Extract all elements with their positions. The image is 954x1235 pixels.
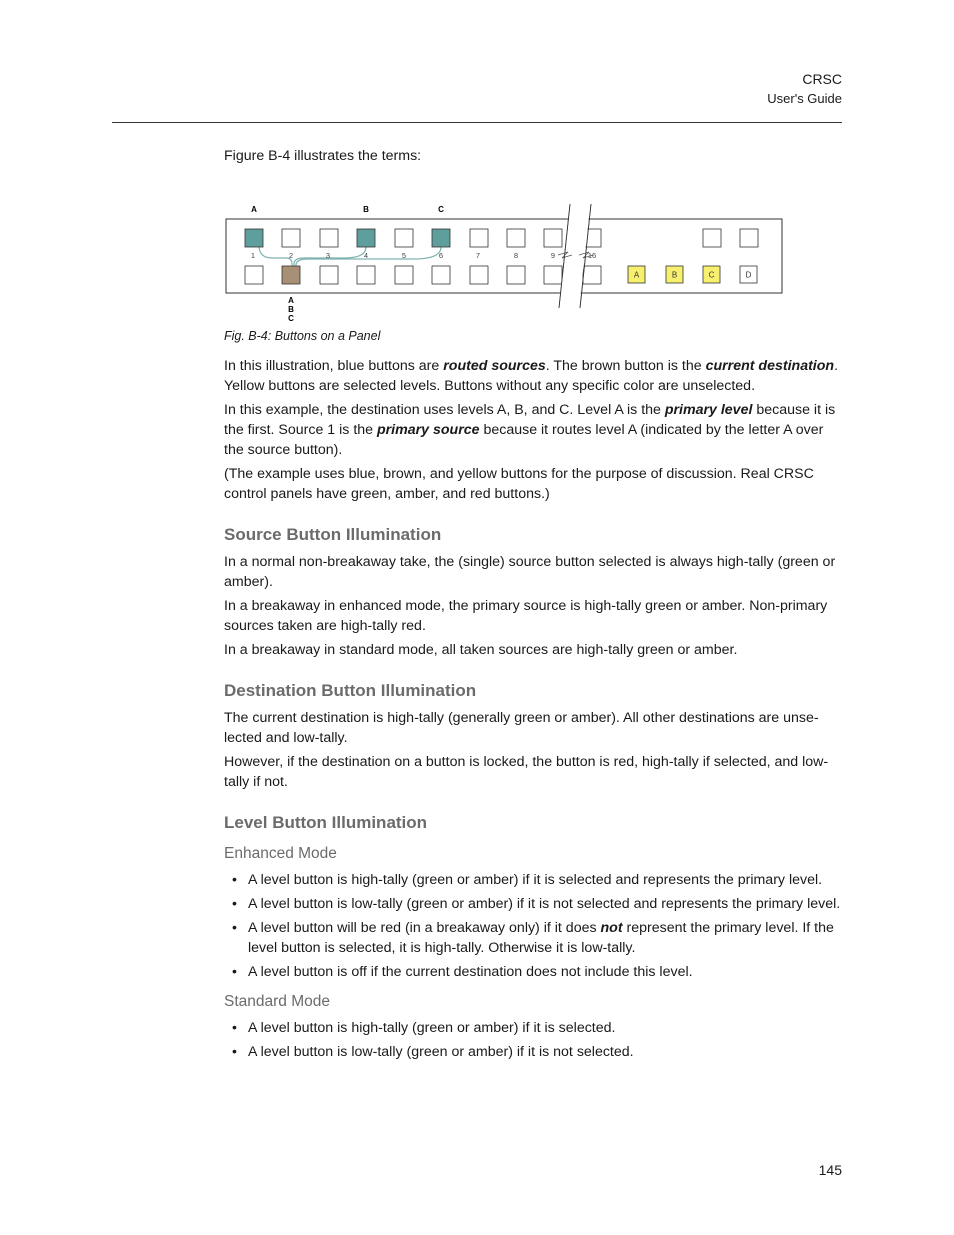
current-destination-button bbox=[282, 266, 300, 284]
destination-button bbox=[544, 266, 562, 284]
source-button-4 bbox=[357, 229, 375, 247]
extra-button bbox=[740, 229, 758, 247]
destination-paragraph-1: The current destination is high-tally (generally green or amber). All other destinations are unse-lected and low-tally. bbox=[224, 710, 819, 746]
source-number: 1 bbox=[250, 251, 256, 260]
source-button-2 bbox=[282, 229, 300, 247]
source-number: 3 bbox=[325, 251, 331, 260]
panel-diagram bbox=[224, 172, 842, 324]
header-title: CRSC bbox=[802, 71, 842, 87]
source-number: 16 bbox=[587, 251, 597, 260]
level-label: C bbox=[708, 270, 715, 280]
level-label: D bbox=[745, 270, 752, 280]
source-number: 9 bbox=[550, 251, 556, 260]
source-number: 2 bbox=[288, 251, 294, 260]
panel-outline bbox=[226, 219, 782, 293]
destination-button bbox=[583, 266, 601, 284]
enhanced-mode-heading: Enhanced Mode bbox=[224, 845, 337, 862]
top-label-a: A bbox=[251, 205, 257, 214]
destination-button bbox=[357, 266, 375, 284]
intro-paragraph-1: In this illustration, blue buttons are routed sources. The brown button is the current destination. Yellow buttons are selected levels. Buttons without any specific color are unselected. bbox=[224, 358, 839, 394]
header-rule bbox=[112, 122, 842, 123]
list-item: • A level button is off if the current destination does not include this level. bbox=[232, 964, 693, 980]
source-number: 8 bbox=[513, 251, 519, 260]
destination-button bbox=[507, 266, 525, 284]
source-button-8 bbox=[507, 229, 525, 247]
source-number: 5 bbox=[401, 251, 407, 260]
enhanced-mode-list bbox=[224, 870, 842, 982]
destination-paragraph-2: However, if the destination on a button is locked, the button is red, high-tally if selected, and low-tally if not. bbox=[224, 754, 829, 790]
extra-button bbox=[703, 229, 721, 247]
list-item: • A level button is low-tally (green or amber) if it is not selected. bbox=[232, 1044, 634, 1060]
panel-figure bbox=[224, 172, 842, 324]
figure-caption: Fig. B-4: Buttons on a Panel bbox=[224, 329, 381, 343]
destination-button bbox=[245, 266, 263, 284]
level-label: A bbox=[633, 270, 640, 280]
page-content bbox=[224, 146, 842, 1066]
source-button-7 bbox=[470, 229, 488, 247]
intro-paragraph-3: (The example uses blue, brown, and yellow buttons for the purpose of discussion. Real CRSC control panels have green, amber, and red buttons.) bbox=[224, 466, 814, 502]
dest-label-a: A bbox=[288, 296, 294, 305]
source-paragraph-3: In a breakaway in standard mode, all taken sources are high-tally green or amber. bbox=[224, 642, 738, 658]
list-item: • A level button will be red (in a breakaway only) if it does not represent the primary level. If the level button is selected, it is high-tally. Otherwise it is low-tally. bbox=[232, 920, 834, 956]
source-number: 6 bbox=[438, 251, 444, 260]
source-number: 7 bbox=[475, 251, 481, 260]
level-heading: Level Button Illumination bbox=[224, 813, 428, 832]
source-button-6 bbox=[432, 229, 450, 247]
destination-button bbox=[432, 266, 450, 284]
source-paragraph-2: In a breakaway in enhanced mode, the primary source is high-tally green or amber. Non-primary sources taken are high-tally red. bbox=[224, 598, 828, 634]
destination-button bbox=[470, 266, 488, 284]
list-item: • A level button is high-tally (green or amber) if it is selected. bbox=[232, 1020, 616, 1036]
list-item: • A level button is high-tally (green or amber) if it is selected and represents the primary level. bbox=[232, 872, 823, 888]
list-item: • A level button is low-tally (green or amber) if it is not selected and represents the primary level. bbox=[232, 896, 841, 912]
source-number: 4 bbox=[363, 251, 369, 260]
level-label: B bbox=[671, 270, 678, 280]
source-button-1 bbox=[245, 229, 263, 247]
destination-button bbox=[395, 266, 413, 284]
standard-mode-heading: Standard Mode bbox=[224, 993, 330, 1010]
figure-intro: Figure B-4 illustrates the terms: bbox=[224, 148, 422, 164]
dest-label-b: B bbox=[288, 305, 294, 314]
dest-label-c: C bbox=[288, 314, 294, 323]
top-label-c: C bbox=[438, 205, 444, 214]
standard-mode-list bbox=[224, 1018, 842, 1062]
source-button-3 bbox=[320, 229, 338, 247]
source-paragraph-1: In a normal non-breakaway take, the (single) source button selected is always high-tally (green or amber). bbox=[224, 554, 836, 590]
top-label-b: B bbox=[363, 205, 369, 214]
header-subtitle: User's Guide bbox=[767, 91, 842, 106]
intro-paragraph-2: In this example, the destination uses levels A, B, and C. Level A is the primary level because it is the first. Source 1 is the primary source because it routes level A (indicated by the letter A over the source button). bbox=[224, 402, 836, 458]
page-number: 145 bbox=[818, 1162, 842, 1178]
source-button-5 bbox=[395, 229, 413, 247]
source-button-9 bbox=[544, 229, 562, 247]
destination-heading: Destination Button Illumination bbox=[224, 681, 477, 700]
source-heading: Source Button Illumination bbox=[224, 525, 442, 544]
destination-button bbox=[320, 266, 338, 284]
